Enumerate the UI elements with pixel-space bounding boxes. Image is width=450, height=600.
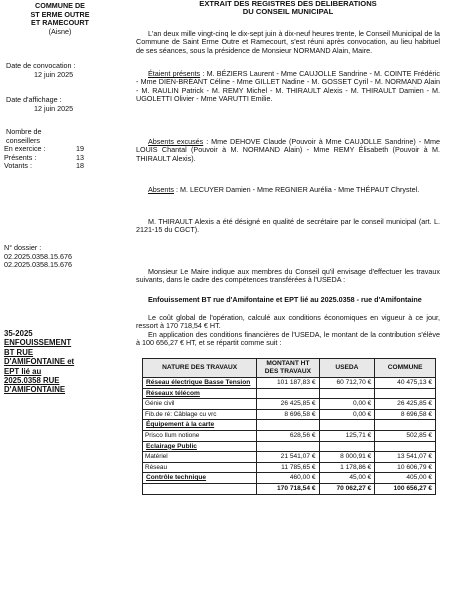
works-table <box>142 358 436 495</box>
row-commune: 40 475,13 € <box>375 378 436 389</box>
contribution-paragraph: En application des conditions financières de l'USEDA, le montant de la contribution s'élève à 100 656,27 € HT, et se répartit comme suit : <box>136 330 440 348</box>
row-label: Fib.de ré: Câblage cu vrc <box>143 409 257 420</box>
count-row: Votants : 18 <box>4 161 84 171</box>
table-row <box>143 420 436 431</box>
presents-paragraph: Étaient présents : M. BÉZIERS Laurent - Mme CAUJOLLE Sandrine - M. COINTE Frédéric - Mme DIEN-BRÉANT Céline - Mme GILLET Nadine - M. GOSSET Cyril - M. NORMAND Alain - M. RAULIN Patrick - M. REMY Michel - M. THIRAULT Alexis - M. THIRAULT Damien - M. UGOLETTI Olivier - Mme VARUTTI Emilie. <box>136 69 440 104</box>
row-montant: 26 425,85 € <box>257 399 319 410</box>
table-row <box>143 441 436 452</box>
table-row <box>143 452 436 463</box>
table-row <box>143 399 436 410</box>
table-row <box>143 430 436 441</box>
document-header: EXTRAIT DES REGISTRES DES DELIBERATIONS DU CONSEIL MUNICIPAL <box>199 0 377 17</box>
maire-paragraph: Monsieur Le Maire indique aux membres du Conseil qu'il envisage d'effectuer les travaux suivants, dans le cadre des compétences transférées à l'USEDA : <box>136 267 440 285</box>
row-useda: 0,00 € <box>319 399 375 410</box>
table-row <box>143 462 436 473</box>
row-montant: 101 187,83 € <box>257 378 319 389</box>
convocation-block: Date de convocation : 12 juin 2025 <box>6 61 76 79</box>
row-useda: 8 000,91 € <box>319 452 375 463</box>
row-useda <box>319 420 375 431</box>
header-nature: NATURE DES TRAVAUX <box>143 359 257 378</box>
row-label: Génie civil <box>143 399 257 410</box>
secretaire-paragraph: M. THIRAULT Alexis a été désigné en qualité de secrétaire par le conseil municipal (art. L. 2121-15 du CGCT). <box>136 217 440 235</box>
header-montant: MONTANT HT DES TRAVAUX <box>257 359 319 378</box>
row-commune: 405,00 € <box>375 473 436 484</box>
affichage-block: Date d'affichage : 12 juin 2025 <box>6 95 74 113</box>
row-useda: 1 178,86 € <box>319 462 375 473</box>
cout-paragraph: Le coût global de l'opération, calculé aux conditions économiques en vigueur à ce jour, ressort à 170 718,54 € HT. <box>136 313 440 331</box>
excuses-paragraph: Absents excusés : Mme DEHOVE Claude (Pouvoir à Mme CAUJOLLE Sandrine) - Mme LOUIS Chantal (Pouvoir à M. NORMAND Alain) - Mme REMY Élisabeth (Pouvoir à M. THIRAULT Alexis). <box>136 137 440 163</box>
row-label: Réseau électrique Basse Tension <box>143 378 257 389</box>
count-row: En exercice : 19 <box>4 144 84 154</box>
table-row <box>143 409 436 420</box>
total-label <box>143 483 257 494</box>
conseillers-block: Nombre de conseillers En exercice : 19 Présents : 13 Votants : 18 <box>4 128 116 171</box>
total-commune: 100 656,27 € <box>375 483 436 494</box>
row-commune <box>375 441 436 452</box>
row-montant: 628,56 € <box>257 430 319 441</box>
row-useda: 45,00 € <box>319 473 375 484</box>
row-useda <box>319 388 375 399</box>
row-commune <box>375 388 436 399</box>
row-label: Eclairage Public <box>143 441 257 452</box>
row-commune: 10 606,79 € <box>375 462 436 473</box>
total-montant: 170 718,54 € <box>257 483 319 494</box>
row-montant: 8 696,58 € <box>257 409 319 420</box>
row-label: Prisco Ilum notione <box>143 430 257 441</box>
header-commune: COMMUNE <box>375 359 436 378</box>
row-commune: 8 696,58 € <box>375 409 436 420</box>
row-commune: 13 541,07 € <box>375 452 436 463</box>
row-label: Contrôle technique <box>143 473 257 484</box>
row-label: Équipement à la carte <box>143 420 257 431</box>
count-row: Présents : 13 <box>4 152 84 162</box>
row-useda <box>319 441 375 452</box>
project-title: Enfouissement BT rue d'Amifontaine et EPT lié au 2025.0358 - rue d'Amifontaine <box>148 295 422 304</box>
row-label: Réseau <box>143 462 257 473</box>
intro-paragraph: L'an deux mille vingt-cinq le dix-sept juin à dix-neuf heures trente, le Conseil Municipal de la Commune de Saint Erme Outre et Ramecourt, s'est réuni après convocation, au lieu habituel de ses séances, sous la présidence de Monsieur NORMAND Alain, Maire. <box>136 29 440 55</box>
row-montant: 21 541,07 € <box>257 452 319 463</box>
works-table-wrapper <box>142 358 446 495</box>
total-useda: 70 062,27 € <box>319 483 375 494</box>
table-row <box>143 473 436 484</box>
row-montant: 11 785,65 € <box>257 462 319 473</box>
row-useda: 0,00 € <box>319 409 375 420</box>
header-useda: USEDA <box>319 359 375 378</box>
table-total-row <box>143 483 436 494</box>
row-commune: 26 425,85 € <box>375 399 436 410</box>
row-commune: 502,85 € <box>375 430 436 441</box>
dossier-block: N° dossier : 02.2025.0358.15.676 02.2025.0358.15.676 <box>4 243 72 270</box>
row-montant <box>257 420 319 431</box>
commune-name: COMMUNE DE ST ERME OUTRE ET RAMECOURT (Aisne) <box>30 1 90 36</box>
row-useda: 125,71 € <box>319 430 375 441</box>
deliberation-title: 35-2025 ENFOUISSEMENT BT RUE D'AMIFONTAINE et EPT lié au 2025.0358 RUE D'AMIFONTAINE <box>4 329 75 395</box>
row-commune <box>375 420 436 431</box>
row-label: Réseaux télécom <box>143 388 257 399</box>
row-montant <box>257 388 319 399</box>
absents-paragraph: Absents : M. LECUYER Damien - Mme REGNIER Aurélia - Mme THÉPAUT Chrystel. <box>148 185 420 194</box>
table-row <box>143 378 436 389</box>
row-montant <box>257 441 319 452</box>
row-montant: 460,00 € <box>257 473 319 484</box>
row-label: Matériel <box>143 452 257 463</box>
table-row <box>143 388 436 399</box>
table-header-row <box>143 359 436 378</box>
row-useda: 60 712,70 € <box>319 378 375 389</box>
